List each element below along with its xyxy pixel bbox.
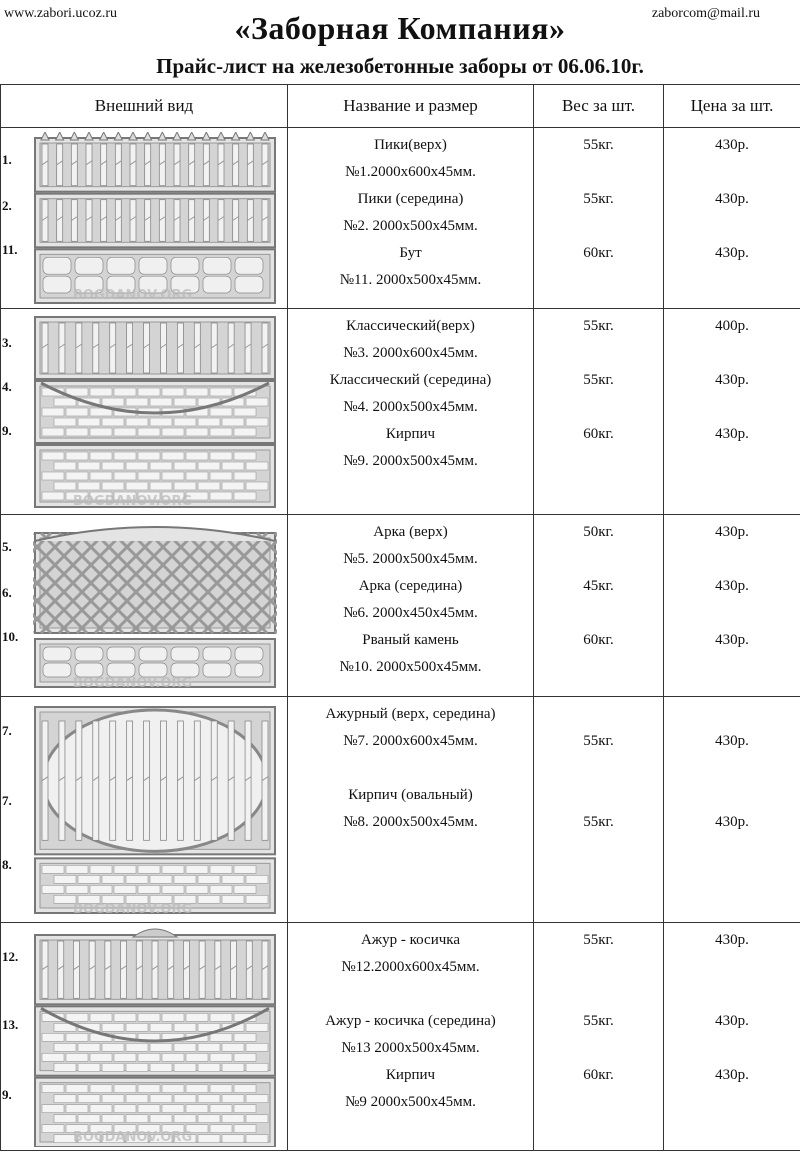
fence-name-size: Кирпич (овальный) <box>288 782 533 809</box>
price-value <box>664 159 800 186</box>
fence-name-size: Пики (середина) <box>288 186 533 213</box>
weight-value <box>534 394 663 421</box>
price-value: 430р. <box>664 421 800 448</box>
weight-value-cell <box>534 128 664 309</box>
price-value <box>664 600 800 627</box>
fence-name-size: №11. 2000х500х45мм. <box>288 267 533 294</box>
weight-value <box>534 340 663 367</box>
fence-name-size: Пики(верх) <box>288 132 533 159</box>
weight-value <box>534 1035 663 1062</box>
email-address[interactable]: zaborcom@mail.ru <box>652 6 760 22</box>
fence-name-size: Ажур - косичка (середина) <box>288 1008 533 1035</box>
column-header-name-size: Название и размер <box>288 85 534 128</box>
weight-value: 45кг. <box>534 573 663 600</box>
panel-number: 1. <box>2 152 12 168</box>
price-value: 430р. <box>664 132 800 159</box>
column-header-price: Цена за шт. <box>664 85 800 128</box>
panel-number: 5. <box>2 539 12 555</box>
fence-name-size <box>288 755 533 782</box>
fence-name-size: №12.2000х600х45мм. <box>288 954 533 981</box>
fence-image-cell <box>1 128 288 309</box>
weight-value: 55кг. <box>534 132 663 159</box>
fence-name-size: Классический (середина) <box>288 367 533 394</box>
panel-number: 11. <box>2 242 18 258</box>
fence-image-cell <box>1 923 288 1151</box>
weight-value-cell <box>534 697 664 923</box>
fence-name-size: Классический(верх) <box>288 313 533 340</box>
fence-name-size: №7. 2000х600х45мм. <box>288 728 533 755</box>
price-value: 430р. <box>664 1008 800 1035</box>
fence-name-size: №2. 2000х500х45мм. <box>288 213 533 240</box>
fence-image-cell <box>1 697 288 923</box>
price-value: 430р. <box>664 573 800 600</box>
price-value <box>664 654 800 681</box>
panel-numbers <box>2 697 32 922</box>
price-value: 430р. <box>664 186 800 213</box>
price-value <box>664 546 800 573</box>
panel-number: 4. <box>2 379 12 395</box>
fence-name-size: Арка (середина) <box>288 573 533 600</box>
fence-name-size: Арка (верх) <box>288 519 533 546</box>
price-value-cell <box>664 923 800 1151</box>
price-value <box>664 782 800 809</box>
column-header-appearance: Внешний вид <box>1 85 288 128</box>
price-value: 400р. <box>664 313 800 340</box>
price-value <box>664 981 800 1008</box>
panel-numbers <box>2 515 32 696</box>
table-row <box>1 515 800 697</box>
price-value <box>664 213 800 240</box>
weight-value <box>534 1089 663 1116</box>
fence-name-size: №13 2000х500х45мм. <box>288 1035 533 1062</box>
weight-value: 60кг. <box>534 627 663 654</box>
weight-value <box>534 448 663 475</box>
fence-name-size: №10. 2000х500х45мм. <box>288 654 533 681</box>
weight-value: 50кг. <box>534 519 663 546</box>
price-value <box>664 267 800 294</box>
price-value <box>664 1035 800 1062</box>
weight-value-cell <box>534 923 664 1151</box>
fence-picture <box>33 519 277 698</box>
price-value-cell <box>664 309 800 515</box>
fence-name-size: Кирпич <box>288 421 533 448</box>
table-header-row <box>1 85 800 128</box>
price-value <box>664 954 800 981</box>
price-list-subtitle: Прайс-лист на железобетонные заборы от 06.06.10г. <box>0 54 800 79</box>
panel-numbers <box>2 128 32 308</box>
company-title: «Заборная Компания» <box>0 10 800 47</box>
weight-value: 60кг. <box>534 240 663 267</box>
panel-numbers <box>2 309 32 514</box>
weight-value <box>534 981 663 1008</box>
column-header-weight: Вес за шт. <box>534 85 664 128</box>
panel-numbers <box>2 923 32 1150</box>
weight-value <box>534 755 663 782</box>
fence-name-size-cell <box>288 128 534 309</box>
weight-value <box>534 954 663 981</box>
weight-value: 55кг. <box>534 313 663 340</box>
watermark-text: BOGDANOV.ORG <box>73 902 192 917</box>
table-row <box>1 128 800 309</box>
watermark-text: BOGDANOV.ORG <box>73 494 192 509</box>
table-row <box>1 697 800 923</box>
price-value <box>664 340 800 367</box>
weight-value: 55кг. <box>534 1008 663 1035</box>
fence-name-size: №6. 2000х450х45мм. <box>288 600 533 627</box>
price-table <box>0 84 800 1151</box>
weight-value <box>534 654 663 681</box>
weight-value <box>534 701 663 728</box>
weight-value <box>534 159 663 186</box>
fence-name-size-cell <box>288 923 534 1151</box>
panel-number: 7. <box>2 723 12 739</box>
weight-value: 60кг. <box>534 421 663 448</box>
price-value <box>664 755 800 782</box>
fence-name-size: №3. 2000х600х45мм. <box>288 340 533 367</box>
price-value: 430р. <box>664 809 800 836</box>
fence-name-size-cell <box>288 697 534 923</box>
weight-value <box>534 600 663 627</box>
weight-value <box>534 782 663 809</box>
fence-name-size: №5. 2000х500х45мм. <box>288 546 533 573</box>
panel-number: 13. <box>2 1017 18 1033</box>
weight-value <box>534 546 663 573</box>
weight-value: 55кг. <box>534 728 663 755</box>
watermark-text: BOGDANOV.ORG <box>73 676 192 691</box>
price-value <box>664 1089 800 1116</box>
watermark-text: BOGDANOV.ORG <box>73 1130 192 1145</box>
panel-number: 7. <box>2 793 12 809</box>
panel-number: 9. <box>2 423 12 439</box>
panel-number: 9. <box>2 1087 12 1103</box>
weight-value-cell <box>534 309 664 515</box>
weight-value: 60кг. <box>534 1062 663 1089</box>
watermark-text: BOGDANOV.ORG <box>73 288 192 303</box>
weight-value: 55кг. <box>534 186 663 213</box>
price-value: 430р. <box>664 240 800 267</box>
fence-picture <box>33 927 277 1152</box>
weight-value-cell <box>534 515 664 697</box>
weight-value <box>534 213 663 240</box>
fence-name-size: №8. 2000х500х45мм. <box>288 809 533 836</box>
weight-value: 55кг. <box>534 927 663 954</box>
site-url[interactable]: www.zabori.ucoz.ru <box>4 6 117 22</box>
panel-number: 8. <box>2 857 12 873</box>
fence-name-size: №9 2000х500х45мм. <box>288 1089 533 1116</box>
price-value: 430р. <box>664 367 800 394</box>
fence-name-size: Кирпич <box>288 1062 533 1089</box>
fence-image-cell <box>1 309 288 515</box>
fence-name-size: Ажурный (верх, середина) <box>288 701 533 728</box>
fence-name-size: Ажур - косичка <box>288 927 533 954</box>
fence-picture <box>33 132 277 310</box>
fence-name-size: Бут <box>288 240 533 267</box>
panel-number: 2. <box>2 198 12 214</box>
fence-name-size: №1.2000х600х45мм. <box>288 159 533 186</box>
fence-name-size: №4. 2000х500х45мм. <box>288 394 533 421</box>
table-row <box>1 923 800 1151</box>
fence-name-size-cell <box>288 515 534 697</box>
fence-name-size: №9. 2000х500х45мм. <box>288 448 533 475</box>
panel-number: 6. <box>2 585 12 601</box>
price-value-cell <box>664 515 800 697</box>
price-value: 430р. <box>664 1062 800 1089</box>
fence-name-size-cell <box>288 309 534 515</box>
table-row <box>1 309 800 515</box>
price-value <box>664 701 800 728</box>
weight-value: 55кг. <box>534 367 663 394</box>
price-value: 430р. <box>664 519 800 546</box>
price-value: 430р. <box>664 728 800 755</box>
fence-image-cell <box>1 515 288 697</box>
fence-picture <box>33 313 277 516</box>
weight-value <box>534 267 663 294</box>
fence-name-size <box>288 981 533 1008</box>
weight-value: 55кг. <box>534 809 663 836</box>
panel-number: 10. <box>2 629 18 645</box>
price-value-cell <box>664 697 800 923</box>
panel-number: 12. <box>2 949 18 965</box>
price-value <box>664 448 800 475</box>
price-value: 430р. <box>664 627 800 654</box>
price-value-cell <box>664 128 800 309</box>
price-value: 430р. <box>664 927 800 954</box>
price-value <box>664 394 800 421</box>
panel-number: 3. <box>2 335 12 351</box>
fence-name-size: Рваный камень <box>288 627 533 654</box>
fence-picture <box>33 701 277 924</box>
